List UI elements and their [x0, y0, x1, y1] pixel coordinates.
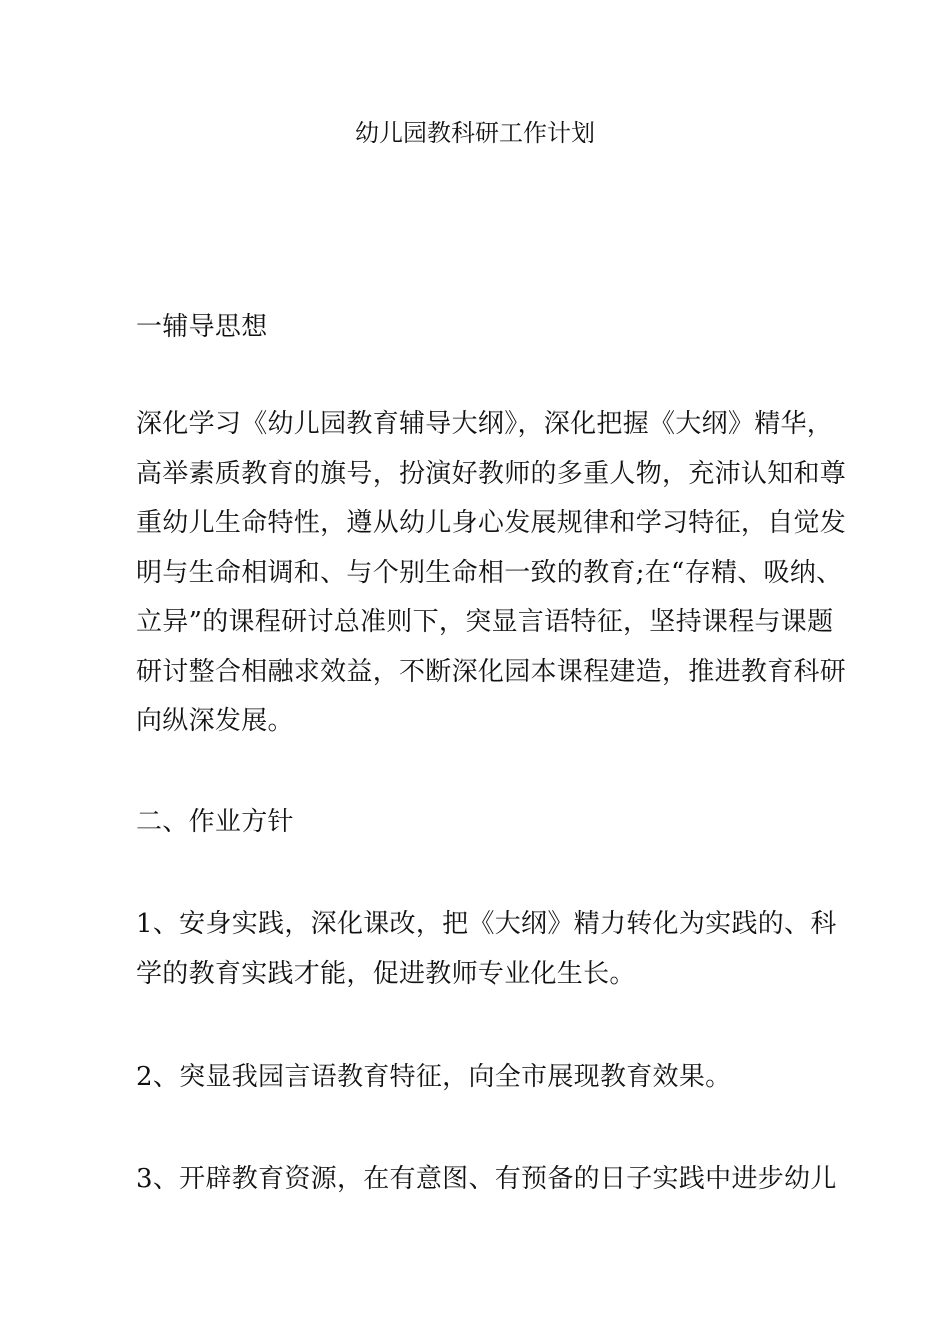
list-item-goal-1: [136, 900, 836, 999]
paragraph-line: 研讨整合相融求效益，不断深化园本课程建造，推进教育科研: [136, 656, 847, 687]
paragraph-line: 重幼儿生命特性，遵从幼儿身心发展规律和学习特征，自觉发: [136, 508, 847, 538]
paragraph-line: 立异”的课程研讨总准则下，突显言语特征，坚持课程与课题: [136, 607, 834, 637]
paragraph-line: 向纵深发展。: [136, 706, 294, 736]
paragraph-line: 学的教育实践才能，促进教师专业化生长。: [136, 958, 636, 989]
paragraph-line: 高举素质教育的旗号，扮演好教师的多重人物，充沛认知和尊: [136, 458, 847, 489]
paragraph-line: 2、突显我园言语教育特征，向全市展现教育效果。: [136, 1062, 732, 1092]
list-item-goal-2: [136, 1053, 836, 1103]
paragraph-line: 明与生命相调和、与个别生命相一致的教育;在“存精、吸纳、: [136, 557, 843, 588]
document-title: 幼儿园教科研工作计划: [355, 119, 595, 147]
paragraph-guiding-thought: [136, 400, 847, 747]
paragraph-line: 3、开辟教育资源，在有意图、有预备的日子实践中进步幼儿: [136, 1164, 837, 1194]
section-heading-work-goals: [136, 803, 836, 842]
list-item-goal-3: [136, 1155, 836, 1205]
heading-text: 一辅导思想: [136, 312, 268, 342]
section-heading-guiding-thought: [136, 308, 836, 347]
paragraph-line: 1、安身实践，深化课改，把《大纲》精力转化为实践的、科: [136, 909, 837, 939]
paragraph-line: 深化学习《幼儿园教育辅导大纲》，深化把握《大纲》精华，: [136, 409, 834, 439]
heading-text: 二、作业方针: [136, 807, 294, 837]
